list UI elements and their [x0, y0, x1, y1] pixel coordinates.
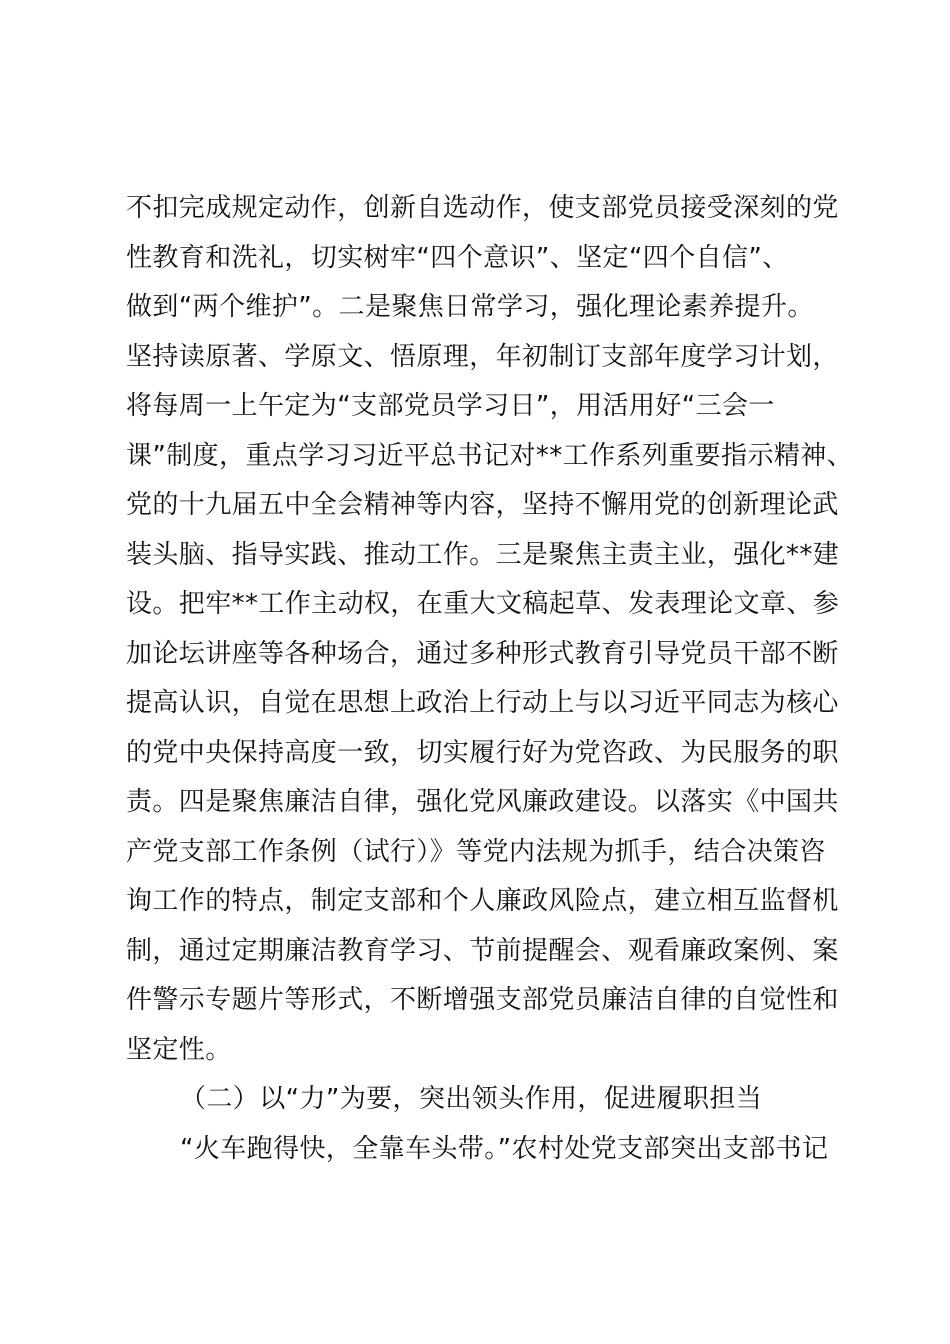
paragraph-line: 党的十九届五中全会精神等内容，坚持不懈用党的创新理论武: [126, 490, 839, 520]
paragraph-line: 坚持读原著、学原文、悟原理，年初制订支部年度学习计划，: [126, 341, 839, 372]
paragraph-line: 的党中央保持高度一致，切实履行好为党咨政、为民服务的职: [126, 737, 839, 768]
paragraph-line: 课”制度，重点学习习近平总书记对**工作系列重要指示精神、: [126, 440, 854, 471]
paragraph-first-line: “火车跑得快，全靠车头带。”农村处党支部突出支部书记: [180, 1133, 829, 1164]
paragraph-line: 装头脑、指导实践、推动工作。三是聚焦主责主业，强化**建: [126, 539, 840, 570]
paragraph-line: 询工作的特点，制定支部和个人廉政风险点，建立相互监督机: [126, 886, 839, 916]
paragraph-line: 加论坛讲座等各种场合，通过多种形式教育引导党员干部不断: [126, 638, 839, 669]
paragraph-line: 性教育和洗礼，切实树牢“四个意识”、坚定“四个自信”、: [126, 242, 789, 273]
paragraph-line: 做到“两个维护”。二是聚焦日常学习，强化理论素养提升。: [126, 292, 814, 322]
paragraph-line: 坚定性。: [126, 1034, 232, 1065]
paragraph-line: 件警示专题片等形式，不断增强支部党员廉洁自律的自觉性和: [126, 985, 839, 1015]
paragraph-line: 设。把牢**工作主动权，在重大文稿起草、发表理论文章、参: [126, 589, 840, 619]
paragraph-line: 不扣完成规定动作，创新自选动作，使支部党员接受深刻的党: [126, 193, 839, 223]
paragraph-line: 提高认识，自觉在思想上政治上行动上与以习近平同志为核心: [126, 688, 839, 718]
document-body: [126, 184, 854, 1174]
paragraph-line: 制，通过定期廉洁教育学习、节前提醒会、观看廉政案例、案: [126, 935, 839, 966]
paragraph-line: 产党支部工作条例（试行）》等党内法规为抓手，结合决策咨: [126, 836, 826, 867]
paragraph-line: 将每周一上午定为“支部党员学习日”，用活用好“三会一: [126, 391, 775, 421]
section-heading: （二）以“力”为要，突出领头作用，促进履职担当: [180, 1084, 763, 1114]
paragraph-line: 责。四是聚焦廉洁自律，强化党风廉政建设。以落实《中国共: [126, 787, 839, 817]
